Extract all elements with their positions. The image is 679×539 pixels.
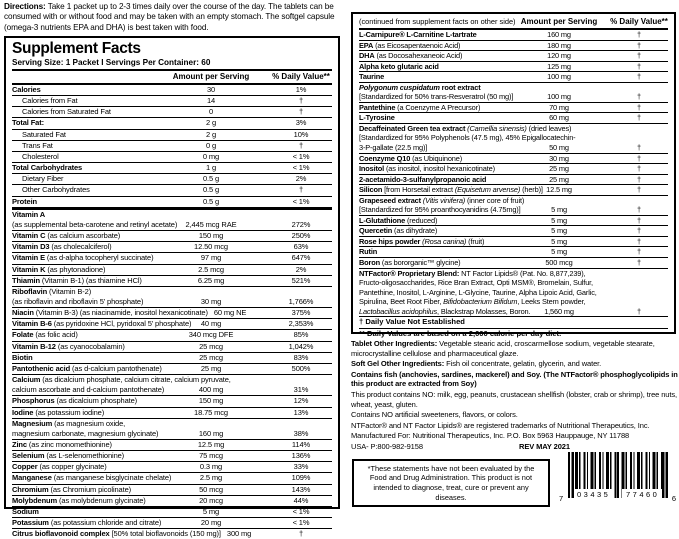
amount-value: 40 mg — [200, 319, 222, 329]
amount-value: 0 mg — [202, 151, 220, 161]
right-nutrient-table — [359, 30, 668, 268]
nutrient-name: Grapeseed extract (Vitis vinifera) (inner core of fruit) — [359, 195, 525, 205]
amount-value: 25 mcg — [199, 341, 223, 351]
dv-value: 38% — [293, 428, 309, 438]
directions — [4, 2, 350, 33]
nutrient-name: Lactobacillus acidophilus, Blackstrap Molasses, Boron. — [359, 306, 531, 316]
barcode-bars — [568, 452, 668, 498]
nutrient-name: Vitamin A — [12, 209, 46, 219]
table-row — [12, 342, 332, 353]
table-row — [12, 197, 332, 210]
dv-value: 136% — [291, 451, 311, 461]
supplement-facts-continued-panel — [351, 12, 676, 339]
nutrient-name: Cholesterol — [22, 151, 59, 161]
dv-value: † — [298, 529, 304, 539]
amount-value: 2 g — [205, 118, 217, 128]
amount-value: 2.5 mcg — [198, 264, 224, 274]
dv-value: † — [637, 51, 641, 61]
nutrient-name: Niacin (Vitamin B-3) (as niacinamide, inositol hexanicotinate) — [12, 308, 208, 318]
info-paragraph: Contains NO artificial sweeteners, flavors, or colors. — [351, 410, 518, 420]
amount-value: 2.5 mg — [199, 473, 223, 483]
table-row — [359, 154, 668, 165]
table-row — [12, 353, 332, 364]
table-row — [12, 451, 332, 462]
nutrient-name: Sodium — [12, 506, 39, 516]
table-row — [12, 242, 332, 253]
dv-value: † — [637, 236, 641, 246]
other-ingredients-info — [351, 339, 679, 452]
amount-value: 0.5 g — [202, 185, 220, 195]
footnotes — [359, 317, 668, 340]
dv-value: 500% — [291, 363, 311, 373]
amount-value: 12.5 mg — [197, 440, 225, 449]
amount-value: 75 mcg — [199, 451, 223, 461]
table-row — [359, 196, 668, 216]
table-row — [12, 107, 332, 118]
amount-value: 5 mg — [202, 506, 220, 516]
amount-value: 300 mg — [226, 529, 252, 539]
nutrient-name: magnesium carbonate, magnesium glycinate) — [12, 428, 159, 438]
supplement-facts-panel — [4, 36, 340, 539]
table-row — [359, 41, 668, 52]
nutrient-name: Total Fat: — [12, 118, 44, 128]
nutrient-name: calcium ascorbate and d-calcium pantothenate) — [12, 385, 165, 395]
nutrient-name: 2-acetamido-3-sulfanylpropanoic acid — [359, 174, 487, 184]
amount-value: 340 mcg DFE — [188, 330, 234, 340]
nutrient-name: NTFactor® Proprietary Blend: NT Factor Lipids® (Pat. No. 8,877,239), — [359, 268, 586, 278]
dv-value: 521% — [291, 275, 311, 285]
amount-value: 25 mg — [549, 174, 569, 184]
directions-text: Take 1 packet up to 2-3 times daily over the course of the day. The tablets can be consumed with or without food and may be taken with an empty stomach. The softgel capsule (omega-3 nutrients EPA and DHA) is best taken with food. — [4, 2, 335, 32]
amount-value: 500 mcg — [545, 258, 573, 268]
nutrient-name: Selenium (as L-selenomethionine) — [12, 451, 125, 461]
nutrient-name: [Standardized for 95% proanthocyanidins (4.75mg)] — [359, 205, 521, 215]
table-row — [359, 62, 668, 73]
amount-value: 50 mcg — [199, 484, 223, 494]
table-row — [359, 30, 668, 41]
amount-value: 0.5 g — [202, 196, 220, 206]
nutrient-name: Thiamin (Vitamin B-1) (as thiamine HCl) — [12, 275, 142, 285]
dv-value: < 1% — [292, 151, 310, 161]
amount-value: 14 — [206, 96, 216, 106]
table-row — [12, 485, 332, 496]
amount-value: 125 mg — [547, 61, 571, 71]
amount-value: 2,445 mcg RAE — [185, 219, 237, 229]
nutrient-name: Citrus bioflavonoid complex [50% total bioflavonoids (150 mg)] — [12, 529, 221, 539]
nutrient-name: Molybdenum (as molybdenum glycinate) — [12, 495, 146, 505]
phone-number: USA- P:800-982-9158 — [351, 441, 423, 451]
nutrient-name: (as supplemental beta-carotene and retinyl acetate) — [12, 219, 178, 229]
table-row — [359, 83, 668, 103]
table-row — [12, 364, 332, 375]
dv-value: † — [637, 92, 641, 102]
amount-value: 60 mg — [549, 113, 569, 123]
nutrient-name: Inositol (as inositol, inositol hexanicotinate) — [359, 164, 495, 174]
table-row — [12, 440, 332, 451]
nutrient-name: Zinc (as zinc monomethionine) — [12, 440, 112, 449]
dv-value: 250% — [291, 231, 311, 241]
info-paragraph: Manufactured For: Nutritional Therapeutics, Inc. P.O. Box 5963 Hauppauge, NY 11788 — [351, 431, 630, 441]
dv-value: † — [298, 140, 304, 150]
nutrient-name: Vitamin D3 (as cholecalciferol) — [12, 242, 112, 252]
nutrient-name: Boron (as bororganic™ glycine) — [359, 258, 461, 268]
dv-value: 1% — [295, 85, 307, 94]
nutrient-name: L-Carnipure® L-Carnitine L-tartrate — [359, 30, 477, 39]
dv-value: < 1% — [292, 518, 310, 528]
table-row — [12, 210, 332, 231]
dv-column-header: % Daily Value** — [272, 72, 330, 81]
amount-value: 160 mg — [547, 30, 571, 39]
amount-value: 120 mg — [547, 51, 571, 61]
amount-value: 150 mg — [198, 396, 224, 406]
dv-value: † — [637, 102, 641, 112]
contact-line — [351, 442, 679, 452]
table-row — [12, 408, 332, 419]
dv-value: † — [637, 247, 641, 257]
nutrient-name: Copper (as copper glycinate) — [12, 462, 107, 472]
table-row — [12, 496, 332, 507]
dv-value: 143% — [291, 484, 311, 494]
nutrient-name: Chromium (as Chromium picolinate) — [12, 484, 131, 494]
nutrient-name: Spirulina, Beet Root Fiber, Bifidobacterium Bifidum, Leeks Stem powder, — [359, 297, 586, 307]
amount-column-header: Amount per Serving — [172, 72, 250, 81]
table-row — [12, 419, 332, 440]
dv-value: 647% — [291, 253, 311, 263]
amount-value: 400 mg — [198, 385, 224, 395]
nutrient-name: [Standardized for 95% Polyphenols (47.5 mg), 45% Epigallocatechin- — [359, 133, 576, 143]
amount-value: 30 — [206, 85, 216, 94]
amount-value: 70 mg — [549, 102, 569, 112]
nutrient-name: Taurine — [359, 72, 385, 82]
dv-value: † — [298, 96, 304, 106]
table-row — [12, 308, 332, 319]
amount-value: 5 mg — [551, 247, 567, 257]
dv-value: 2% — [295, 264, 307, 274]
barcode-guard — [568, 452, 570, 498]
dv-value: < 1% — [292, 163, 310, 173]
nutrient-name: Dietary Fiber — [22, 174, 64, 184]
table-row — [12, 253, 332, 264]
dv-value: † — [298, 185, 304, 195]
nutrient-name: Decaffeinated Green tea extract (Camellia sinensis) (dried leaves) — [359, 123, 572, 133]
nutrient-name: Protein — [12, 196, 37, 206]
footnote: † Daily Value Not Established — [359, 317, 668, 329]
dv-value: † — [637, 258, 641, 268]
nutrient-name: (as riboflavin and riboflavin 5' phosphate) — [12, 296, 144, 306]
dv-value: 33% — [293, 462, 309, 472]
dv-value: † — [637, 143, 641, 153]
amount-value: 1 g — [205, 163, 217, 173]
dv-value: † — [637, 215, 641, 225]
table-row — [12, 96, 332, 107]
fda-disclaimer-box — [352, 459, 550, 507]
nutrient-name: Vitamin K (as phytonadione) — [12, 264, 106, 274]
table-row — [359, 175, 668, 186]
info-paragraph: Tablet Other Ingredients: Vegetable stearic acid, croscarmellose sodium, vegetable stearate, microcrystalline cellulose and pharmaceutical glaze. — [351, 339, 655, 358]
nutrient-name: Vitamin B-6 (as pyridoxine HCl, pyridoxal 5' phosphate) — [12, 319, 192, 329]
amount-value: 30 mg — [200, 296, 222, 306]
amount-value: 6.25 mg — [197, 275, 225, 285]
nutrient-name: L-Tyrosine — [359, 113, 395, 123]
dv-value: 13% — [293, 407, 309, 417]
barcode-digits-left-group: 03435 — [577, 490, 611, 499]
dv-value: < 1% — [292, 196, 310, 206]
nutrient-name: 3-P-gallate (22.5 mg)] — [359, 143, 428, 153]
table-row — [359, 247, 668, 258]
table-row — [12, 276, 332, 287]
table-row — [359, 258, 668, 268]
amount-value: 12.5 mg — [546, 185, 572, 195]
barcode-digit-left: 7 — [559, 494, 564, 503]
nutrient-name: Iodine (as potassium iodine) — [12, 407, 105, 417]
amount-column-header: Amount per Serving — [520, 17, 598, 26]
dv-value: 12% — [293, 396, 309, 406]
table-row — [12, 130, 332, 141]
dv-value: 2,353% — [288, 319, 314, 329]
panel-title: Supplement Facts — [12, 40, 141, 57]
table-row — [359, 269, 668, 318]
barcode-digit-right: 6 — [671, 494, 676, 503]
directions-label: Directions: — [4, 2, 46, 11]
amount-value: 30 mg — [549, 153, 569, 163]
table-row — [359, 237, 668, 248]
amount-value: 160 mg — [198, 428, 224, 438]
nutrient-name: Biotin — [12, 352, 33, 362]
nutrient-name: Coenzyme Q10 (as Ubiquinone) — [359, 153, 463, 163]
dv-value: † — [637, 30, 641, 39]
nutrient-name: Quercetin (as dihydrate) — [359, 226, 438, 236]
table-row — [359, 216, 668, 227]
dv-value: † — [637, 174, 641, 184]
table-row — [12, 152, 332, 163]
info-paragraph: Contains fish (anchovies, sardines, mackerel) and Soy. (The NTFactor® phosphoglycolipids in this product are extracted from Soy) — [351, 369, 678, 389]
table-row — [12, 185, 332, 196]
nutrient-name: Alpha keto glutaric acid — [359, 61, 439, 71]
barcode-digits-right-group: 77460 — [626, 490, 660, 499]
table-row — [12, 507, 332, 518]
table-row — [359, 124, 668, 154]
dv-value: † — [637, 185, 641, 195]
nutrient-name: Rose hips powder (Rosa canina) (fruit) — [359, 236, 485, 246]
revision-label: REV MAY 2021 — [519, 441, 570, 451]
dv-value: 3% — [295, 118, 307, 128]
right-column-header — [359, 16, 668, 30]
left-column-header — [12, 71, 332, 85]
amount-value: 25 mg — [549, 164, 569, 174]
table-row — [12, 396, 332, 407]
table-row — [359, 113, 668, 124]
serving-info: Serving Size: 1 Packet I Servings Per Container: 60 — [12, 57, 332, 71]
nutrient-name: [Standardized for 50% trans-Resveratrol (50 mg)] — [359, 92, 514, 102]
amount-value: 0 g — [205, 140, 217, 150]
dv-value: † — [637, 72, 641, 82]
nutrient-name: EPA (as Eicosapentaenoic Acid) — [359, 40, 461, 50]
dv-value: † — [637, 113, 641, 123]
dv-value: 272% — [291, 219, 311, 229]
dv-value: † — [637, 40, 641, 50]
dv-value: † — [637, 61, 641, 71]
amount-value: 50 mg — [549, 143, 569, 153]
dv-value: 10% — [293, 129, 309, 139]
amount-value: 2 g — [205, 129, 217, 139]
footnote: ** Daily Values are based on a 2,000 calorie per day diet. — [359, 329, 562, 339]
dv-value: † — [637, 164, 641, 174]
nutrient-name: Pantothenic acid (as d-calcium pantothenate) — [12, 363, 162, 373]
dv-value: † — [637, 153, 641, 163]
nutrient-name: Pantethine (a Coenzyme A Precursor) — [359, 102, 481, 112]
barcode — [559, 452, 676, 506]
nutrient-name: Magnesium (as magnesium oxide, — [12, 418, 126, 428]
dv-value: † — [298, 107, 304, 117]
info-paragraph: NTFactor® and NT Factor Lipids® are registered trademarks of Nutritional Therapeutics, Inc. — [351, 420, 650, 430]
amount-value: 0.5 g — [202, 174, 220, 184]
continued-note: (continued from supplement facts on other side) — [359, 17, 516, 26]
nutrient-name: Polygonum cuspidatum root extract — [359, 82, 481, 92]
nutrient-name: L-Glutathione (reduced) — [359, 215, 438, 225]
amount-value: 5 mg — [551, 215, 567, 225]
amount-value: 97 mg — [200, 253, 222, 263]
dv-value: 85% — [293, 330, 309, 340]
nutrient-name: Saturated Fat — [22, 129, 66, 139]
nutrient-name: Calories — [12, 85, 41, 94]
proprietary-blend — [359, 268, 668, 318]
nutrient-name: Silicon [from Horsetail extract (Equisetum arvense) (herb)] — [359, 185, 543, 195]
table-row — [12, 118, 332, 129]
dv-value: † — [637, 226, 641, 236]
info-paragraph: This product contains NO: milk, egg, peanuts, crustacean shellfish (lobster, crab or shrimp), tree nuts, wheat, yeast, gluten. — [351, 389, 677, 409]
table-row — [12, 518, 332, 529]
dv-value: 63% — [293, 242, 309, 252]
table-row — [359, 185, 668, 196]
barcode-guard — [617, 452, 619, 498]
amount-value: 5 mg — [551, 226, 567, 236]
amount-value: 5 mg — [551, 236, 567, 246]
dv-value: 31% — [293, 385, 309, 395]
nutrient-name: Rutin — [359, 247, 378, 257]
table-row — [12, 85, 332, 96]
dv-value: 83% — [293, 352, 309, 362]
table-row — [12, 141, 332, 152]
table-row — [12, 319, 332, 330]
amount-value: 180 mg — [547, 40, 571, 50]
barcode-guard — [662, 452, 664, 498]
amount-value: 100 mg — [547, 92, 571, 102]
nutrient-name: Fructo-oligosaccharides, Rice Bran Extract, Opti MSM®, Bromelain, Sulfur, — [359, 278, 593, 288]
nutrient-name: Manganese (as manganese bisglycinate chelate) — [12, 473, 172, 483]
amount-value: 0.3 mg — [199, 462, 223, 472]
table-row — [12, 529, 332, 539]
table-row — [12, 287, 332, 308]
table-row — [12, 462, 332, 473]
nutrient-name: Potassium (as potassium chloride and citrate) — [12, 518, 162, 528]
amount-value: 100 mg — [547, 72, 571, 82]
amount-value: 20 mcg — [199, 495, 223, 505]
fda-disclaimer-text: *These statements have not been evaluated by the Food and Drug Administration. This product is not intended to diagnose, treat, cure or prevent any diseases. — [367, 463, 535, 502]
amount-value: 60 mg NE — [213, 308, 247, 318]
table-row — [359, 51, 668, 62]
amount-value: 12.50 mcg — [194, 242, 228, 252]
table-row — [12, 375, 332, 396]
nutrient-name: Folate (as folic acid) — [12, 330, 78, 340]
nutrient-name: Riboflavin (Vitamin B-2) — [12, 286, 92, 296]
nutrient-name: Trans Fat — [22, 140, 53, 150]
nutrient-name: Other Carbohydrates — [22, 185, 90, 195]
dv-value: † — [637, 205, 641, 215]
table-row — [12, 473, 332, 484]
table-row — [12, 330, 332, 341]
barcode-guard — [666, 452, 668, 498]
table-row — [359, 72, 668, 83]
nutrient-name: Calories from Fat — [22, 96, 78, 106]
nutrient-name: Vitamin C (as calcium ascorbate) — [12, 231, 121, 241]
dv-value: 1,042% — [288, 341, 314, 351]
nutrient-name: Calcium (as dicalcium phosphate, calcium citrate, calcium pyruvate, — [12, 375, 231, 385]
dv-value: 44% — [293, 495, 309, 505]
barcode-guard — [572, 452, 574, 498]
nutrient-name: Calories from Saturated Fat — [22, 107, 111, 117]
amount-value: 25 mcg — [199, 352, 223, 362]
amount-value: 0 — [208, 107, 214, 117]
amount-value: 20 mg — [200, 518, 222, 528]
table-row — [12, 163, 332, 174]
nutrient-name: Pantethine, Inositol, L-Arginine, L-Glycine, Taurine, Alpha Lipoic Acid, Garlic, — [359, 287, 597, 297]
table-row — [359, 103, 668, 114]
amount-value: 18.75 mcg — [194, 407, 228, 417]
dv-value: < 1% — [292, 506, 310, 516]
other-ingredients-paragraphs — [351, 339, 679, 441]
nutrient-name: Phosphorus (as dicalcium phosphate) — [12, 396, 138, 406]
dv-value: 2% — [295, 174, 307, 184]
dv-value: † — [637, 306, 641, 316]
dv-value: 1,766% — [288, 296, 314, 306]
amount-value: 1,560 mg — [544, 306, 574, 316]
dv-value: 109% — [291, 473, 311, 483]
dv-column-header: % Daily Value** — [610, 17, 668, 26]
table-row — [12, 231, 332, 242]
nutrient-name: DHA (as Docosahexaneoic Acid) — [359, 51, 463, 61]
amount-value: 25 mg — [200, 363, 222, 373]
info-paragraph: Soft Gel Other Ingredients: Fish oil concentrate, gelatin, glycerin, and water. — [351, 359, 602, 369]
table-row — [359, 164, 668, 175]
nutrient-name: Total Carbohydrates — [12, 163, 83, 173]
table-row — [12, 174, 332, 185]
amount-value: 5 mg — [551, 205, 567, 215]
dv-value: 114% — [291, 440, 311, 449]
table-row — [359, 226, 668, 237]
nutrient-name: Vitamin E (as d-alpha tocopheryl succinate) — [12, 253, 154, 263]
dv-value: 375% — [291, 308, 311, 318]
table-row — [12, 265, 332, 276]
left-nutrient-table — [12, 85, 332, 539]
nutrient-name: Vitamin B-12 (as cyanocobalamin) — [12, 341, 125, 351]
amount-value: 150 mg — [198, 231, 224, 241]
